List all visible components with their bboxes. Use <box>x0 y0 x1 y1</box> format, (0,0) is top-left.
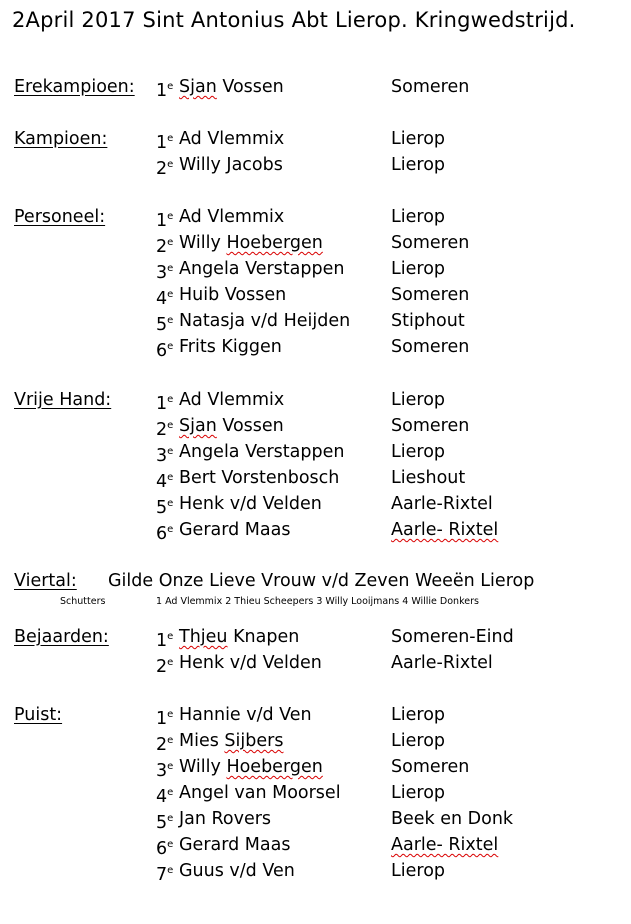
competitor-name: Gerard Maas <box>179 520 291 540</box>
rank: 1e <box>156 394 174 414</box>
result-row <box>0 754 631 780</box>
result-row <box>0 126 631 152</box>
rank: 5e <box>156 813 174 833</box>
result-row <box>0 858 631 884</box>
result-row <box>0 491 631 517</box>
competitor-name: Willy Hoebergen <box>179 757 323 777</box>
competitor-name: Mies Sijbers <box>179 731 284 751</box>
category-label: Viertal: <box>14 571 77 591</box>
category-label: Personeel: <box>14 207 106 227</box>
rank: 2e <box>156 237 174 257</box>
club-name: Someren-Eind <box>391 627 514 647</box>
result-row <box>0 152 631 178</box>
viertal-row <box>0 568 631 594</box>
competitor-name: Angel van Moorsel <box>179 783 341 803</box>
club-name: Lierop <box>391 129 446 149</box>
competitor-name: Ad Vlemmix <box>179 207 285 227</box>
result-row <box>0 780 631 806</box>
competitor-name: Bert Vorstenbosch <box>179 468 340 488</box>
club-name: Lierop <box>391 442 446 462</box>
page-title: 2April 2017 Sint Antonius Abt Lierop. Kringwedstrijd. <box>12 8 576 32</box>
rank: 1e <box>156 81 174 101</box>
viertal-members: 1 Ad Vlemmix 2 Thieu Scheepers 3 Willy Looijmans 4 Willie Donkers <box>156 596 479 607</box>
rank: 5e <box>156 315 174 335</box>
club-name: Aarle-Rixtel <box>391 494 493 514</box>
rank: 3e <box>156 263 174 283</box>
result-row <box>0 728 631 754</box>
result-row <box>0 334 631 360</box>
competitor-name: Henk v/d Velden <box>179 653 322 673</box>
rank: 1e <box>156 211 174 231</box>
club-name: Lierop <box>391 259 446 279</box>
club-name: Someren <box>391 285 470 305</box>
result-row <box>0 439 631 465</box>
competitor-name: Angela Verstappen <box>179 259 345 279</box>
competitor-name: Henk v/d Velden <box>179 494 322 514</box>
rank: 3e <box>156 446 174 466</box>
category-label: Vrije Hand: <box>14 390 112 410</box>
competitor-name: Frits Kiggen <box>179 337 282 357</box>
rank: 7e <box>156 865 174 885</box>
club-name: Someren <box>391 233 470 253</box>
rank: 2e <box>156 420 174 440</box>
club-name: Lierop <box>391 731 446 751</box>
viertal-sub-label: Schutters <box>60 596 106 607</box>
team-name: Gilde Onze Lieve Vrouw v/d Zeven Weeën Lierop <box>108 571 535 591</box>
club-name: Lierop <box>391 861 446 881</box>
club-name: Someren <box>391 337 470 357</box>
rank: 4e <box>156 787 174 807</box>
rank: 2e <box>156 657 174 677</box>
competitor-name: Willy Hoebergen <box>179 233 323 253</box>
rank: 4e <box>156 472 174 492</box>
competitor-name: Thjeu Knapen <box>179 627 300 647</box>
competitor-name: Angela Verstappen <box>179 442 345 462</box>
result-row <box>0 624 631 650</box>
competitor-name: Jan Rovers <box>179 809 272 829</box>
rank: 1e <box>156 631 174 651</box>
result-row <box>0 282 631 308</box>
result-row <box>0 256 631 282</box>
club-name: Lierop <box>391 705 446 725</box>
club-name: Beek en Donk <box>391 809 514 829</box>
rank: 1e <box>156 709 174 729</box>
result-row <box>0 74 631 100</box>
result-row <box>0 832 631 858</box>
category-label: Bejaarden: <box>14 627 109 647</box>
rank: 3e <box>156 761 174 781</box>
category-label: Kampioen: <box>14 129 108 149</box>
result-row <box>0 204 631 230</box>
club-name: Someren <box>391 416 470 436</box>
result-row <box>0 517 631 543</box>
competitor-name: Hannie v/d Ven <box>179 705 312 725</box>
club-name: Lierop <box>391 390 446 410</box>
club-name: Aarle-Rixtel <box>391 653 493 673</box>
competitor-name: Gerard Maas <box>179 835 291 855</box>
result-row <box>0 465 631 491</box>
competitor-name: Ad Vlemmix <box>179 129 285 149</box>
club-name: Lierop <box>391 155 446 175</box>
category-label: Puist: <box>14 705 63 725</box>
competitor-name: Willy Jacobs <box>179 155 283 175</box>
club-name: Lierop <box>391 783 446 803</box>
result-row <box>0 308 631 334</box>
rank: 1e <box>156 133 174 153</box>
rank: 2e <box>156 159 174 179</box>
club-name: Aarle- Rixtel <box>391 520 499 540</box>
club-name: Lierop <box>391 207 446 227</box>
rank: 4e <box>156 289 174 309</box>
club-name: Someren <box>391 757 470 777</box>
rank: 2e <box>156 735 174 755</box>
club-name: Lieshout <box>391 468 466 488</box>
result-row <box>0 702 631 728</box>
competitor-name: Ad Vlemmix <box>179 390 285 410</box>
club-name: Stiphout <box>391 311 465 331</box>
club-name: Someren <box>391 77 470 97</box>
rank: 5e <box>156 498 174 518</box>
competitor-name: Guus v/d Ven <box>179 861 295 881</box>
result-row <box>0 650 631 676</box>
competitor-name: Sjan Vossen <box>179 77 284 97</box>
category-label: Erekampioen: <box>14 77 135 97</box>
result-row <box>0 806 631 832</box>
result-row <box>0 230 631 256</box>
rank: 6e <box>156 839 174 859</box>
competitor-name: Natasja v/d Heijden <box>179 311 351 331</box>
competitor-name: Sjan Vossen <box>179 416 284 436</box>
competitor-name: Huib Vossen <box>179 285 287 305</box>
club-name: Aarle- Rixtel <box>391 835 499 855</box>
rank: 6e <box>156 341 174 361</box>
rank: 6e <box>156 524 174 544</box>
result-row <box>0 413 631 439</box>
result-row <box>0 387 631 413</box>
